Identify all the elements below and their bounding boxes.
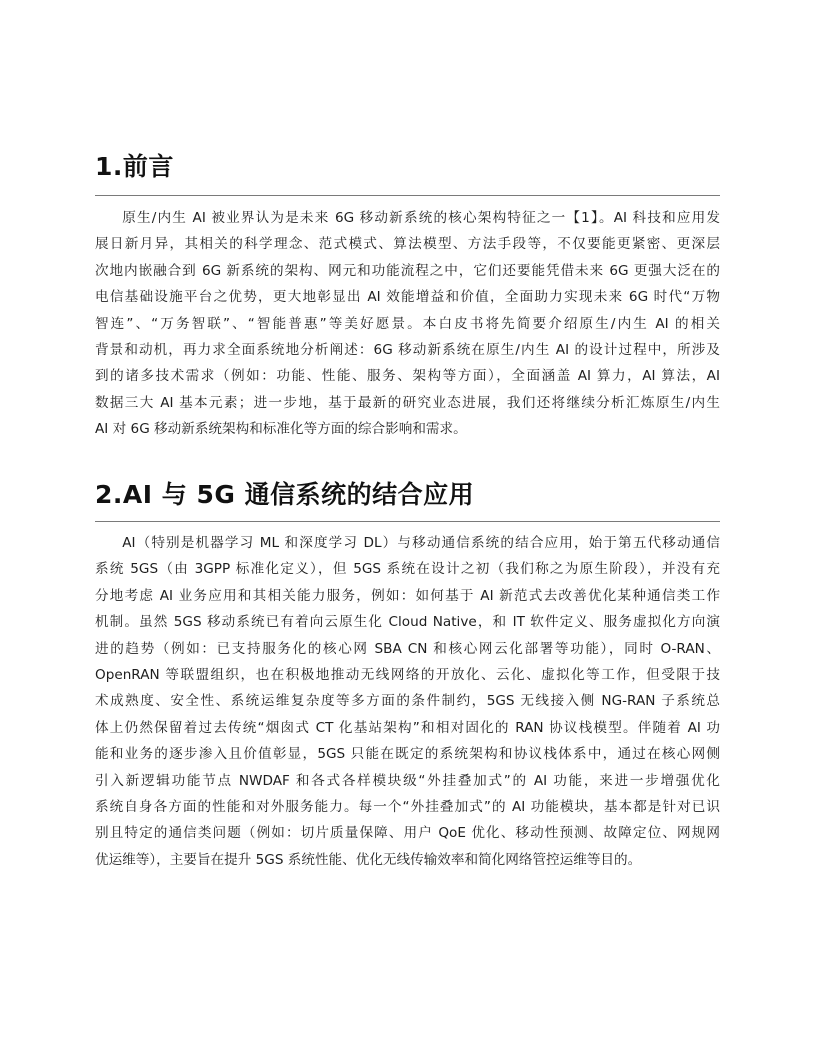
section-divider <box>95 521 720 522</box>
paragraph-line: OpenRAN 等联盟组织，也在积极地推动无线网络的开放化、云化、虚拟化等工作，但受限于技 <box>95 667 720 684</box>
paragraph-line: 引入新逻辑功能节点 NWDAF 和各式各样模块级“外挂叠加式”的 AI 功能，来进一步增强优化 <box>95 772 720 789</box>
paragraph-line: 智连”、“万务智联”、“智能普惠”等美好愿景。本白皮书将先简要介绍原生/内生 AI 的相关 <box>95 315 720 332</box>
preface-paragraph <box>95 205 720 443</box>
section-title-ai-5g: 2.AI 与 5G 通信系统的结合应用 <box>95 480 475 509</box>
paragraph-line: 进的趋势（例如：已支持服务化的核心网 SBA CN 和核心网云化部署等功能），同时 O-RAN、 <box>95 640 720 657</box>
paragraph-line: 体上仍然保留着过去传统“烟囱式 CT 化基站架构”和相对固化的 RAN 协议栈模型。伴随着 AI 功 <box>95 719 720 736</box>
paragraph-line: 能和业务的逐步渗入且价值彰显，5GS 只能在既定的系统架构和协议栈体系中，通过在核心网侧 <box>95 746 720 763</box>
paragraph-line: 电信基础设施平台之优势，更大地彰显出 AI 效能增益和价值，全面助力实现未来 6G 时代“万物 <box>95 289 720 306</box>
paragraph-line: AI 对 6G 移动新系统架构和标准化等方面的综合影响和需求。 <box>95 421 467 438</box>
paragraph-line: 优运维等），主要旨在提升 5GS 系统性能、优化无线传输效率和简化网络管控运维等目的。 <box>95 851 642 868</box>
paragraph-line: 别且特定的通信类问题（例如：切片质量保障、用户 QoE 优化、移动性预测、故障定位、网规网 <box>95 825 720 842</box>
paragraph-line: 展日新月异，其相关的科学理念、范式模式、算法模型、方法手段等，不仅要能更紧密、更深层 <box>95 236 720 253</box>
paragraph-line: 原生/内生 AI 被业界认为是未来 6G 移动新系统的核心架构特征之一【1】。AI 科技和应用发 <box>122 210 720 226</box>
section-title-preface: 1.前言 <box>95 152 174 181</box>
section-divider <box>95 195 720 196</box>
paragraph-line: 背景和动机，再力求全面系统地分析阐述：6G 移动新系统在原生/内生 AI 的设计过程中，所涉及 <box>95 342 720 359</box>
paragraph-line: 到的诸多技术需求（例如：功能、性能、服务、架构等方面），全面涵盖 AI 算力，AI 算法，AI <box>95 368 720 385</box>
paragraph-line: 次地内嵌融合到 6G 新系统的架构、网元和功能流程之中，它们还要能凭借未来 6G 更强大泛在的 <box>95 262 720 279</box>
paragraph-line: AI（特别是机器学习 ML 和深度学习 DL）与移动通信系统的结合应用，始于第五代移动通信 <box>122 535 720 551</box>
paragraph-line: 系统 5GS（由 3GPP 标准化定义），但 5GS 系统在设计之初（我们称之为原生阶段），并没有充 <box>95 561 720 578</box>
ai-5g-paragraph <box>95 530 720 873</box>
paragraph-line: 数据三大 AI 基本元素；进一步地，基于最新的研究业态进展，我们还将继续分析汇炼原生/内生 <box>95 394 720 411</box>
paragraph-line: 系统自身各方面的性能和对外服务能力。每一个“外挂叠加式”的 AI 功能模块，基本都是针对已识 <box>95 799 720 816</box>
paragraph-line: 术成熟度、安全性、系统运维复杂度等多方面的条件制约，5GS 无线接入侧 NG-RAN 子系统总 <box>95 693 720 710</box>
paragraph-line: 机制。虽然 5GS 移动系统已有着向云原生化 Cloud Native，和 IT 软件定义、服务虚拟化方向演 <box>95 614 720 631</box>
paragraph-line: 分地考虑 AI 业务应用和其相关能力服务，例如：如何基于 AI 新范式去改善优化某种通信类工作 <box>95 587 720 604</box>
